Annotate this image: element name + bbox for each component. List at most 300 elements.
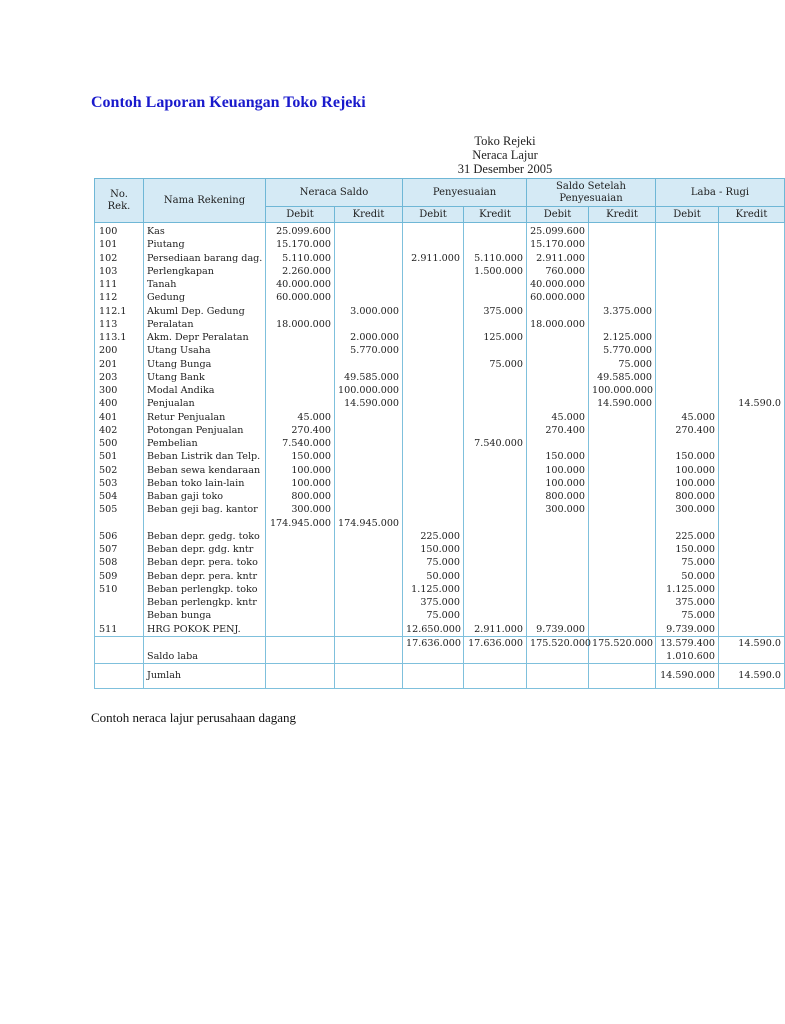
cell-adjusted-debit [527, 596, 589, 609]
cell-account-name: Beban perlengkp. kntr [144, 596, 266, 609]
cell-adjustment-debit [403, 664, 464, 689]
header-kredit: Kredit [719, 207, 785, 223]
cell-adjusted-debit [527, 371, 589, 384]
cell-adjustment-debit [403, 318, 464, 331]
cell-adjusted-kredit [589, 583, 656, 596]
cell-income-kredit [719, 278, 785, 291]
cell-adjustment-debit [403, 344, 464, 357]
cell-income-debit: 45.000 [656, 411, 719, 424]
cell-account-name: Beban depr. gedg. toko [144, 530, 266, 543]
cell-trial-balance-debit: 800.000 [266, 490, 335, 503]
cell-account-number: 510 [95, 583, 144, 596]
cell-income-kredit [719, 411, 785, 424]
cell-adjusted-kredit: 100.000.000 [589, 384, 656, 397]
cell-trial-balance-kredit [335, 543, 403, 556]
table-row [95, 609, 785, 622]
cell-adjusted-debit: 25.099.600 [527, 223, 589, 239]
cell-adjustment-kredit: 1.500.000 [464, 265, 527, 278]
cell-account-name: Beban depr. gdg. kntr [144, 543, 266, 556]
cell-account-name [144, 636, 266, 650]
cell-account-name: Beban geji bag. kantor [144, 503, 266, 516]
cell-income-debit: 150.000 [656, 543, 719, 556]
cell-income-kredit [719, 238, 785, 251]
cell-income-debit [656, 305, 719, 318]
table-row [95, 371, 785, 384]
cell-adjustment-kredit [464, 344, 527, 357]
cell-account-name: Beban Listrik dan Telp. [144, 450, 266, 463]
cell-adjusted-kredit [589, 503, 656, 516]
cell-adjusted-debit: 175.520.000 [527, 636, 589, 650]
worksheet-table [94, 178, 785, 689]
cell-adjustment-debit: 1.125.000 [403, 583, 464, 596]
cell-adjusted-debit [527, 583, 589, 596]
cell-trial-balance-debit [266, 384, 335, 397]
cell-income-kredit [719, 583, 785, 596]
cell-trial-balance-kredit: 14.590.000 [335, 397, 403, 410]
cell-adjusted-debit [527, 609, 589, 622]
cell-income-kredit [719, 344, 785, 357]
table-row [95, 503, 785, 516]
cell-adjusted-debit: 300.000 [527, 503, 589, 516]
cell-adjusted-kredit: 75.000 [589, 358, 656, 371]
cell-adjusted-debit: 800.000 [527, 490, 589, 503]
cell-adjusted-kredit [589, 291, 656, 304]
cell-account-name: Perlengkapan [144, 265, 266, 278]
cell-account-number [95, 609, 144, 622]
cell-adjustment-kredit [464, 477, 527, 490]
cell-income-debit: 300.000 [656, 503, 719, 516]
cell-adjusted-kredit: 5.770.000 [589, 344, 656, 357]
cell-income-debit: 50.000 [656, 570, 719, 583]
cell-adjustment-kredit: 75.000 [464, 358, 527, 371]
table-row [95, 305, 785, 318]
cell-adjusted-kredit [589, 223, 656, 239]
cell-adjustment-kredit [464, 450, 527, 463]
cell-income-kredit [719, 596, 785, 609]
cell-income-kredit [719, 503, 785, 516]
cell-account-number: 203 [95, 371, 144, 384]
table-row [95, 318, 785, 331]
cell-trial-balance-kredit [335, 424, 403, 437]
cell-trial-balance-debit: 18.000.000 [266, 318, 335, 331]
cell-adjusted-debit: 760.000 [527, 265, 589, 278]
cell-trial-balance-kredit [335, 609, 403, 622]
cell-adjustment-kredit [464, 583, 527, 596]
cell-adjustment-debit [403, 503, 464, 516]
cell-adjusted-kredit [589, 252, 656, 265]
cell-account-number: 100 [95, 223, 144, 239]
header-trial-balance: Neraca Saldo [266, 179, 403, 207]
header-account-number: No. Rek. [95, 179, 144, 223]
cell-adjusted-debit: 270.400 [527, 424, 589, 437]
cell-adjustment-kredit [464, 543, 527, 556]
cell-account-name: Saldo laba [144, 650, 266, 664]
cell-income-kredit [719, 650, 785, 664]
cell-trial-balance-debit: 40.000.000 [266, 278, 335, 291]
cell-income-debit [656, 397, 719, 410]
cell-adjusted-debit: 45.000 [527, 411, 589, 424]
cell-trial-balance-kredit: 2.000.000 [335, 331, 403, 344]
header-debit: Debit [403, 207, 464, 223]
cell-account-number: 113.1 [95, 331, 144, 344]
cell-adjusted-kredit: 3.375.000 [589, 305, 656, 318]
cell-account-name: Utang Bunga [144, 358, 266, 371]
cell-adjusted-kredit [589, 556, 656, 569]
cell-income-kredit [719, 517, 785, 530]
cell-adjustment-debit [403, 397, 464, 410]
cell-account-name: Beban perlengkp. toko [144, 583, 266, 596]
table-row [95, 252, 785, 265]
cell-adjustment-kredit [464, 664, 527, 689]
cell-adjustment-kredit: 7.540.000 [464, 437, 527, 450]
cell-adjusted-debit: 15.170.000 [527, 238, 589, 251]
cell-trial-balance-kredit [335, 503, 403, 516]
cell-account-number: 112 [95, 291, 144, 304]
cell-trial-balance-kredit [335, 636, 403, 650]
cell-adjustment-kredit: 2.911.000 [464, 623, 527, 637]
cell-adjustment-debit: 150.000 [403, 543, 464, 556]
cell-adjustment-debit [403, 384, 464, 397]
cell-account-number: 507 [95, 543, 144, 556]
cell-adjusted-kredit [589, 517, 656, 530]
cell-trial-balance-debit [266, 570, 335, 583]
cell-account-number: 112.1 [95, 305, 144, 318]
cell-income-kredit [719, 371, 785, 384]
header-kredit: Kredit [335, 207, 403, 223]
cell-trial-balance-debit [266, 636, 335, 650]
header-adjusted-balance: Saldo Setelah Penyesuaian [527, 179, 656, 207]
cell-trial-balance-debit [266, 596, 335, 609]
cell-income-kredit [719, 437, 785, 450]
cell-account-number: 511 [95, 623, 144, 637]
cell-adjusted-debit [527, 530, 589, 543]
cell-adjusted-debit [527, 650, 589, 664]
cell-adjustment-debit [403, 424, 464, 437]
cell-trial-balance-kredit [335, 223, 403, 239]
cell-income-debit: 270.400 [656, 424, 719, 437]
cell-income-debit: 100.000 [656, 464, 719, 477]
header-debit: Debit [266, 207, 335, 223]
cell-trial-balance-kredit: 3.000.000 [335, 305, 403, 318]
cell-adjusted-kredit [589, 464, 656, 477]
cell-trial-balance-kredit [335, 650, 403, 664]
cell-adjusted-kredit [589, 477, 656, 490]
cell-account-number: 504 [95, 490, 144, 503]
cell-income-debit [656, 278, 719, 291]
cell-adjustment-debit [403, 450, 464, 463]
cell-trial-balance-kredit [335, 596, 403, 609]
cell-trial-balance-kredit [335, 664, 403, 689]
cell-income-kredit [719, 477, 785, 490]
cell-adjustment-kredit [464, 596, 527, 609]
cell-adjusted-debit: 40.000.000 [527, 278, 589, 291]
cell-adjusted-debit [527, 517, 589, 530]
cell-adjustment-debit [403, 238, 464, 251]
cell-income-debit: 1.010.600 [656, 650, 719, 664]
cell-income-kredit [719, 384, 785, 397]
cell-income-debit: 9.739.000 [656, 623, 719, 637]
cell-adjustment-kredit: 17.636.000 [464, 636, 527, 650]
cell-income-debit [656, 223, 719, 239]
cell-adjustment-kredit [464, 424, 527, 437]
cell-account-number: 201 [95, 358, 144, 371]
cell-account-number: 300 [95, 384, 144, 397]
cell-trial-balance-kredit [335, 291, 403, 304]
cell-adjustment-kredit: 375.000 [464, 305, 527, 318]
cell-adjusted-debit [527, 437, 589, 450]
header-income-statement: Laba - Rugi [656, 179, 785, 207]
cell-trial-balance-debit [266, 583, 335, 596]
table-row [95, 437, 785, 450]
table-row [95, 397, 785, 410]
cell-account-name: Kas [144, 223, 266, 239]
cell-account-name: Persediaan barang dag. [144, 252, 266, 265]
cell-account-name: Beban bunga [144, 609, 266, 622]
cell-account-name: Potongan Penjualan [144, 424, 266, 437]
cell-adjusted-kredit: 2.125.000 [589, 331, 656, 344]
cell-adjusted-kredit [589, 530, 656, 543]
cell-account-number: 505 [95, 503, 144, 516]
cell-adjusted-kredit [589, 265, 656, 278]
cell-trial-balance-debit [266, 650, 335, 664]
cell-adjusted-debit: 100.000 [527, 464, 589, 477]
cell-trial-balance-debit: 174.945.000 [266, 517, 335, 530]
cell-account-number: 111 [95, 278, 144, 291]
cell-income-debit: 100.000 [656, 477, 719, 490]
cell-income-kredit [719, 530, 785, 543]
cell-income-debit [656, 384, 719, 397]
cell-adjusted-debit [527, 305, 589, 318]
cell-trial-balance-debit [266, 397, 335, 410]
cell-adjustment-kredit [464, 517, 527, 530]
cell-account-number: 506 [95, 530, 144, 543]
report-name: Neraca Lajur [472, 148, 538, 162]
cell-adjusted-kredit [589, 411, 656, 424]
cell-trial-balance-debit [266, 331, 335, 344]
cell-adjustment-kredit [464, 530, 527, 543]
cell-adjustment-kredit [464, 371, 527, 384]
cell-adjustment-kredit [464, 609, 527, 622]
table-row [95, 291, 785, 304]
table-row [95, 490, 785, 503]
cell-adjustment-kredit [464, 503, 527, 516]
cell-adjusted-kredit [589, 238, 656, 251]
cell-account-number: 402 [95, 424, 144, 437]
cell-trial-balance-kredit: 174.945.000 [335, 517, 403, 530]
cell-income-debit [656, 344, 719, 357]
cell-trial-balance-debit [266, 358, 335, 371]
cell-income-debit [656, 371, 719, 384]
cell-income-kredit [719, 556, 785, 569]
cell-income-kredit [719, 358, 785, 371]
cell-account-number: 509 [95, 570, 144, 583]
cell-trial-balance-debit: 150.000 [266, 450, 335, 463]
cell-trial-balance-kredit [335, 411, 403, 424]
cell-trial-balance-kredit [335, 252, 403, 265]
cell-trial-balance-debit [266, 344, 335, 357]
cell-adjustment-kredit: 125.000 [464, 331, 527, 344]
cell-trial-balance-debit: 25.099.600 [266, 223, 335, 239]
header-kredit: Kredit [589, 207, 656, 223]
cell-trial-balance-kredit [335, 477, 403, 490]
header-debit: Debit [656, 207, 719, 223]
cell-adjusted-kredit [589, 490, 656, 503]
cell-income-kredit [719, 424, 785, 437]
cell-income-debit [656, 331, 719, 344]
table-row [95, 411, 785, 424]
cell-account-name: Piutang [144, 238, 266, 251]
cell-adjusted-debit: 60.000.000 [527, 291, 589, 304]
cell-trial-balance-kredit [335, 265, 403, 278]
cell-adjusted-kredit: 49.585.000 [589, 371, 656, 384]
cell-trial-balance-kredit [335, 530, 403, 543]
cell-adjustment-debit [403, 265, 464, 278]
cell-adjusted-kredit [589, 424, 656, 437]
cell-income-debit: 225.000 [656, 530, 719, 543]
cell-income-debit [656, 265, 719, 278]
cell-income-kredit [719, 450, 785, 463]
cell-account-number: 102 [95, 252, 144, 265]
cell-adjustment-debit: 50.000 [403, 570, 464, 583]
cell-account-name: Pembelian [144, 437, 266, 450]
cell-income-debit [656, 318, 719, 331]
cell-income-kredit [719, 265, 785, 278]
cell-trial-balance-debit [266, 530, 335, 543]
cell-income-debit [656, 358, 719, 371]
cell-adjustment-debit [403, 305, 464, 318]
cell-income-debit [656, 238, 719, 251]
cell-adjustment-debit [403, 490, 464, 503]
table-row [95, 517, 785, 530]
cell-income-debit: 150.000 [656, 450, 719, 463]
cell-trial-balance-debit: 100.000 [266, 464, 335, 477]
cell-adjusted-kredit: 175.520.000 [589, 636, 656, 650]
report-company-name: Toko Rejeki [474, 134, 536, 148]
cell-adjustment-kredit [464, 556, 527, 569]
cell-adjusted-debit [527, 384, 589, 397]
table-row [95, 596, 785, 609]
header-adjustments: Penyesuaian [403, 179, 527, 207]
cell-trial-balance-debit [266, 609, 335, 622]
table-row [95, 424, 785, 437]
cell-account-name: Beban depr. pera. kntr [144, 570, 266, 583]
cell-adjustment-debit [403, 650, 464, 664]
cell-adjusted-debit: 9.739.000 [527, 623, 589, 637]
cell-trial-balance-kredit [335, 450, 403, 463]
cell-adjustment-kredit [464, 318, 527, 331]
cell-income-kredit [719, 252, 785, 265]
cell-adjustment-debit: 12.650.000 [403, 623, 464, 637]
report-date: 31 Desember 2005 [457, 162, 553, 176]
cell-adjustment-kredit [464, 397, 527, 410]
cell-adjusted-debit [527, 358, 589, 371]
cell-adjustment-kredit [464, 464, 527, 477]
cell-adjusted-kredit [589, 664, 656, 689]
worksheet-body [95, 223, 785, 689]
cell-adjustment-debit [403, 331, 464, 344]
cell-adjusted-debit: 18.000.000 [527, 318, 589, 331]
cell-account-name: Modal Andika [144, 384, 266, 397]
cell-income-kredit [719, 490, 785, 503]
cell-account-number: 501 [95, 450, 144, 463]
table-row [95, 464, 785, 477]
cell-adjustment-kredit [464, 650, 527, 664]
cell-income-debit [656, 252, 719, 265]
cell-adjustment-kredit [464, 490, 527, 503]
cell-income-kredit [719, 623, 785, 637]
cell-trial-balance-kredit: 49.585.000 [335, 371, 403, 384]
cell-adjusted-debit [527, 570, 589, 583]
cell-trial-balance-debit: 270.400 [266, 424, 335, 437]
cell-account-number: 503 [95, 477, 144, 490]
table-row [95, 223, 785, 239]
cell-income-debit: 375.000 [656, 596, 719, 609]
cell-adjusted-kredit [589, 278, 656, 291]
cell-adjusted-kredit [589, 318, 656, 331]
cell-adjustment-debit [403, 223, 464, 239]
cell-trial-balance-kredit [335, 556, 403, 569]
cell-adjustment-kredit [464, 411, 527, 424]
cell-income-debit [656, 291, 719, 304]
cell-trial-balance-kredit [335, 583, 403, 596]
cell-account-name: Akuml Dep. Gedung [144, 305, 266, 318]
cell-trial-balance-debit [266, 543, 335, 556]
cell-adjustment-kredit [464, 238, 527, 251]
cell-trial-balance-kredit [335, 623, 403, 637]
cell-adjustment-kredit [464, 278, 527, 291]
cell-trial-balance-debit: 45.000 [266, 411, 335, 424]
cell-adjusted-kredit [589, 609, 656, 622]
header-account-name: Nama Rekening [144, 179, 266, 223]
cell-income-kredit: 14.590.0 [719, 397, 785, 410]
saldo-laba-row [95, 650, 785, 664]
cell-income-debit [656, 517, 719, 530]
cell-adjustment-debit [403, 291, 464, 304]
cell-trial-balance-kredit [335, 358, 403, 371]
cell-adjustment-debit [403, 358, 464, 371]
cell-income-debit: 14.590.000 [656, 664, 719, 689]
cell-income-kredit [719, 570, 785, 583]
cell-trial-balance-kredit [335, 278, 403, 291]
cell-adjustment-debit [403, 411, 464, 424]
cell-income-kredit [719, 609, 785, 622]
cell-adjusted-kredit [589, 623, 656, 637]
page-title: Contoh Laporan Keuangan Toko Rejeki [91, 94, 366, 111]
table-row [95, 278, 785, 291]
cell-trial-balance-kredit [335, 464, 403, 477]
cell-trial-balance-debit: 60.000.000 [266, 291, 335, 304]
cell-account-number: 502 [95, 464, 144, 477]
header-debit: Debit [527, 207, 589, 223]
table-row [95, 543, 785, 556]
cell-adjustment-kredit: 5.110.000 [464, 252, 527, 265]
cell-account-name: Gedung [144, 291, 266, 304]
cell-adjustment-debit: 225.000 [403, 530, 464, 543]
cell-trial-balance-debit: 2.260.000 [266, 265, 335, 278]
cell-trial-balance-kredit [335, 318, 403, 331]
cell-adjustment-debit [403, 477, 464, 490]
cell-account-name: Tanah [144, 278, 266, 291]
cell-adjustment-debit [403, 278, 464, 291]
cell-trial-balance-kredit: 100.000.000 [335, 384, 403, 397]
cell-trial-balance-kredit [335, 570, 403, 583]
cell-adjusted-kredit [589, 450, 656, 463]
cell-account-number: 101 [95, 238, 144, 251]
cell-account-number [95, 650, 144, 664]
cell-adjusted-debit: 150.000 [527, 450, 589, 463]
table-row [95, 358, 785, 371]
cell-account-number: 401 [95, 411, 144, 424]
